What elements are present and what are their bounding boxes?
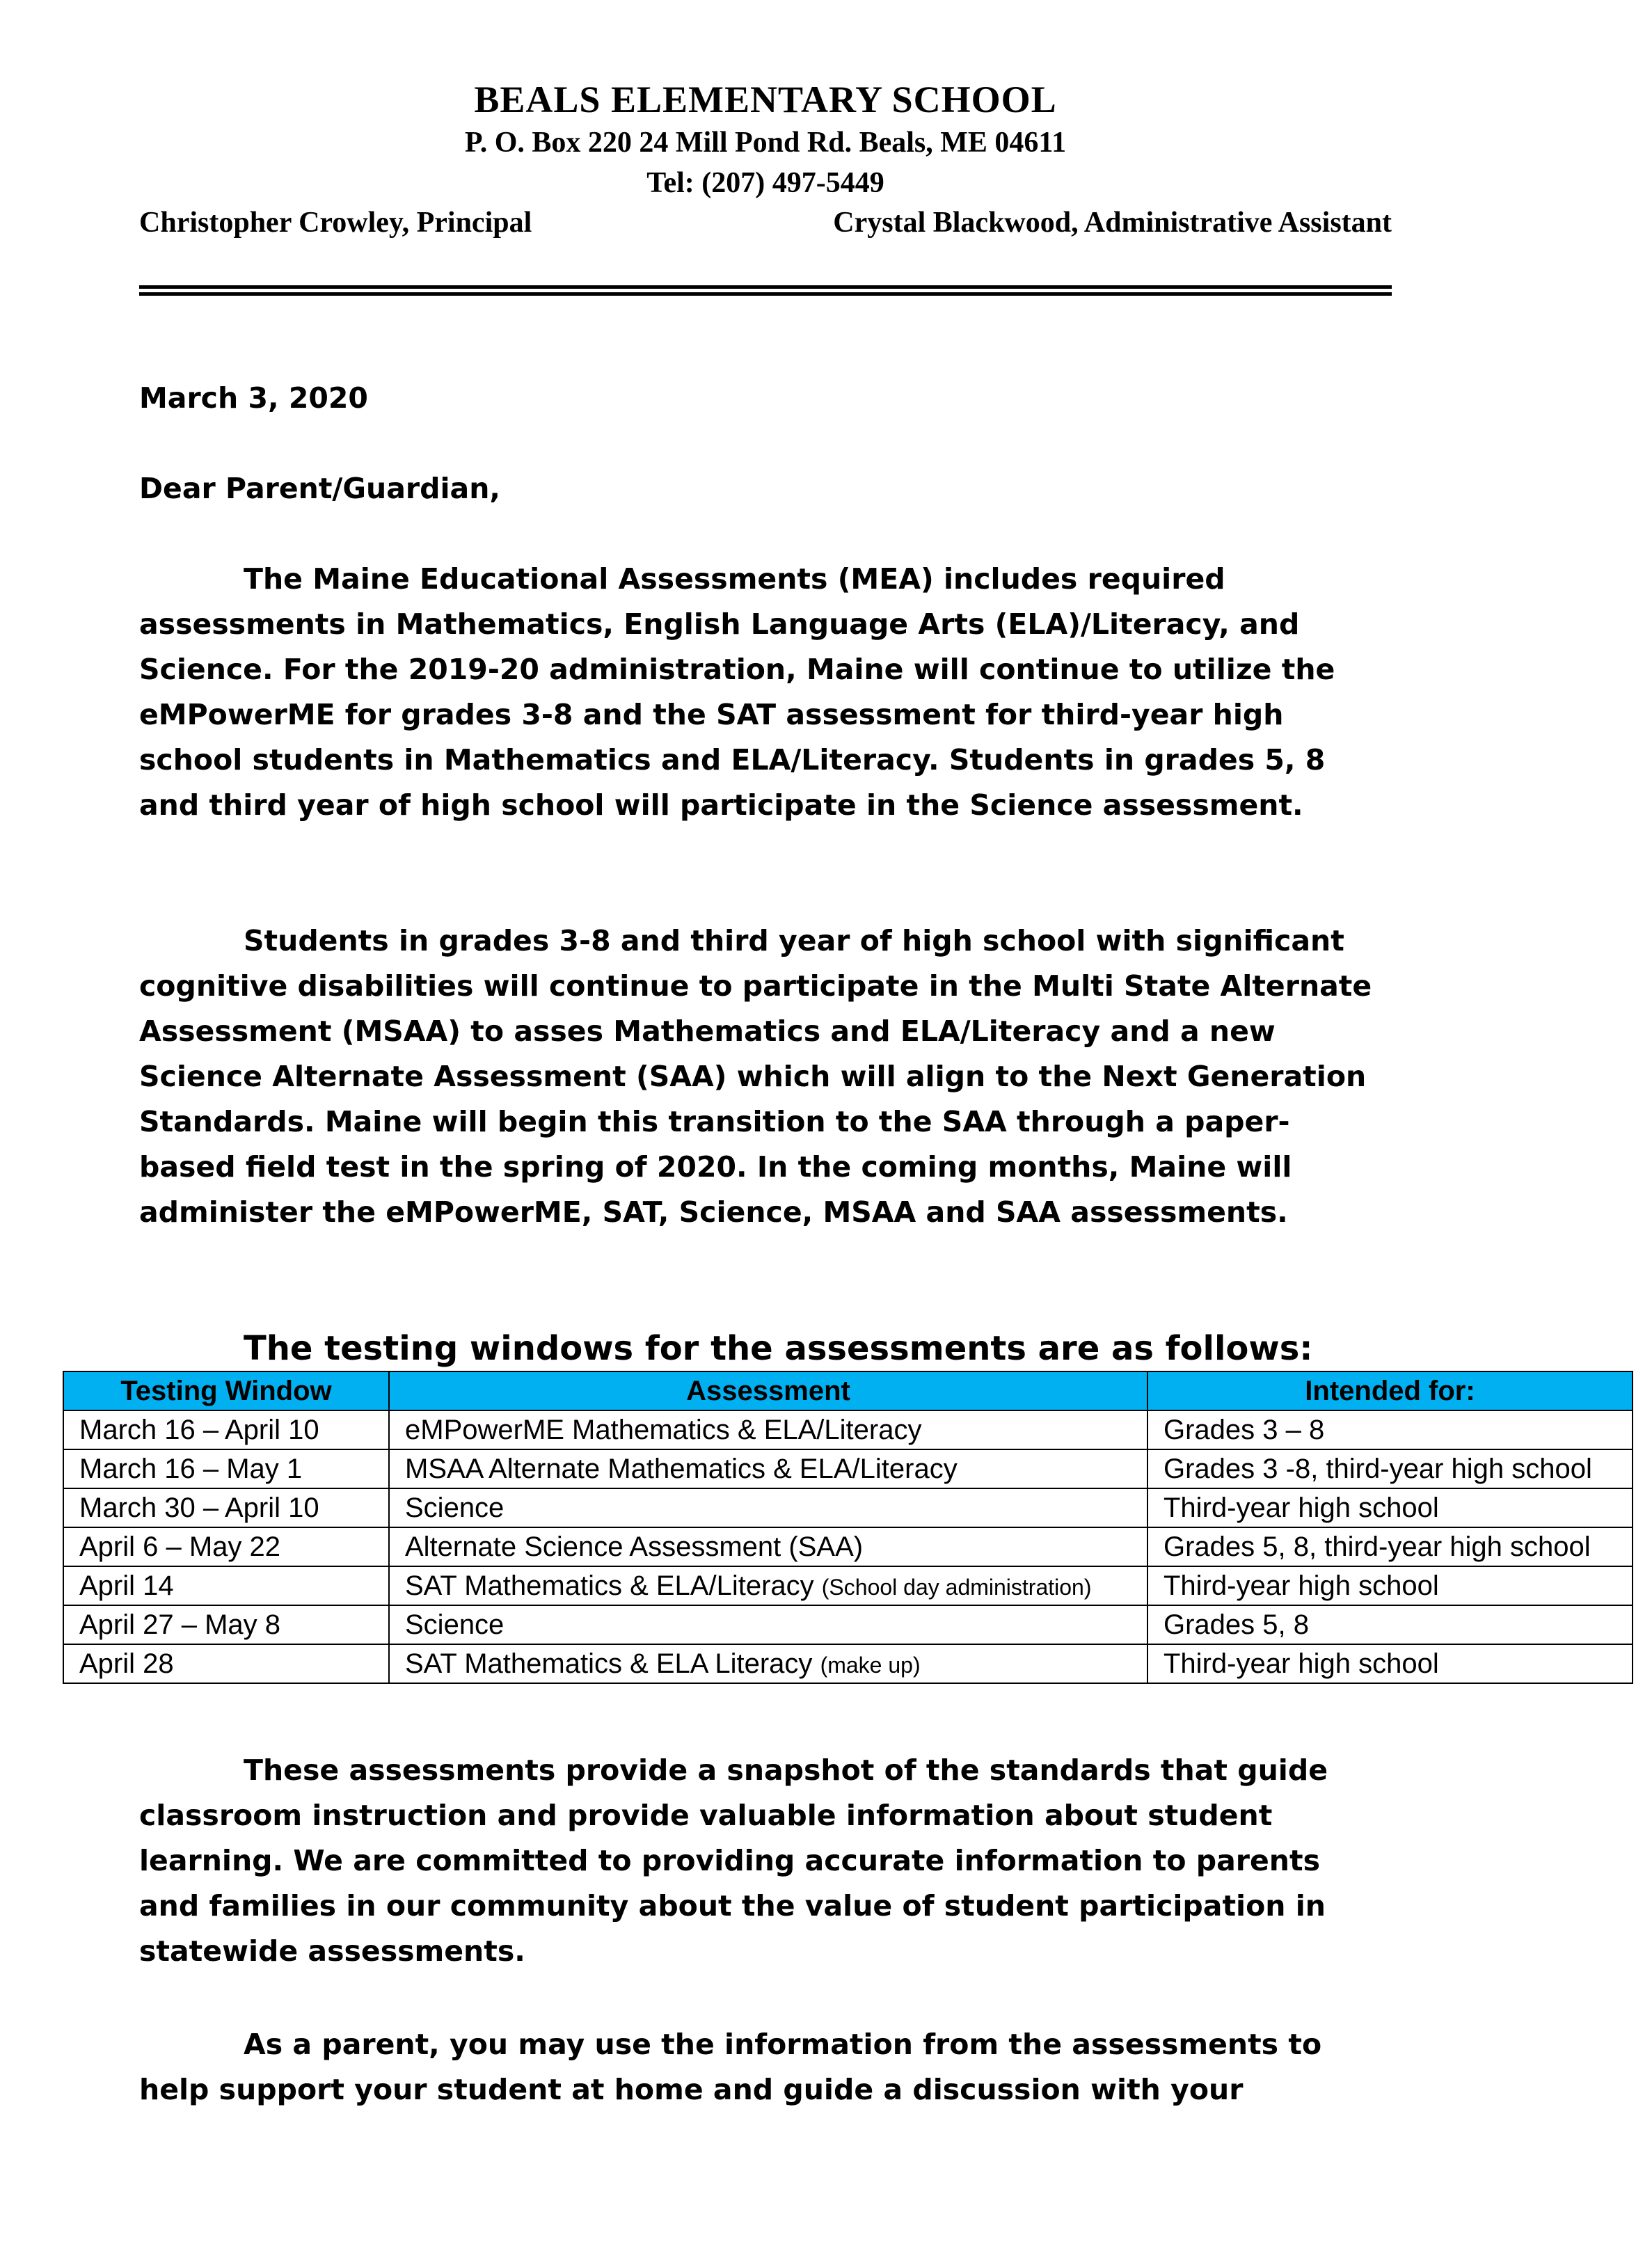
- table-heading: The testing windows for the assessments are as follows:: [244, 1329, 1313, 1368]
- cell-intended: Grades 5, 8: [1147, 1605, 1633, 1644]
- letterhead-divider-bottom: [139, 292, 1392, 296]
- table-row: [63, 1488, 1633, 1527]
- cell-window: March 16 – April 10: [63, 1410, 389, 1449]
- table-row: [63, 1605, 1633, 1644]
- cell-window: April 28: [63, 1644, 389, 1683]
- cell-intended: Grades 3 -8, third-year high school: [1147, 1449, 1633, 1488]
- table-row: [63, 1527, 1633, 1566]
- paragraph-mea-overview: [139, 557, 1385, 828]
- cell-window: March 16 – May 1: [63, 1449, 389, 1488]
- cell-assessment: [389, 1644, 1147, 1683]
- salutation: Dear Parent/Guardian,: [139, 472, 500, 505]
- assessment-name: Science: [405, 1492, 505, 1523]
- assistant-name: Crystal Blackwood, Administrative Assistant: [833, 207, 1392, 239]
- assessment-name: Alternate Science Assessment (SAA): [405, 1531, 864, 1562]
- table-row: [63, 1566, 1633, 1605]
- table-header-row: [63, 1371, 1633, 1410]
- paragraph-text: Students in grades 3-8 and third year of high school with significant cognitive disabilities will continue to participate in the Multi State Alternate Assessment (MSAA) to asses Mathematics and ELA/Literacy and a new Science Alternate Assessment (SAA) which will align to the Next Generation Standards. Maine will begin this transition to the SAA through a paper-based field test in the spring of 2020. In the coming months, Maine will administer the eMPowerME, SAT, Science, MSAA and SAA assessments.: [139, 924, 1372, 1229]
- cell-assessment: [389, 1410, 1147, 1449]
- table-row: [63, 1449, 1633, 1488]
- assessment-name: SAT Mathematics & ELA/Literacy: [405, 1570, 814, 1601]
- cell-intended: Grades 3 – 8: [1147, 1410, 1633, 1449]
- staff-row: [139, 203, 1392, 242]
- letter-date: March 3, 2020: [139, 381, 368, 415]
- paragraph-text: The Maine Educational Assessments (MEA) includes required assessments in Mathematics, English Language Arts (ELA)/Literacy, and Science. For the 2019-20 administration, Maine will continue to utilize the eMPowerME for grades 3-8 and the SAT assessment for third-year high school students in Mathematics and ELA/Literacy. Students in grades 5, 8 and third year of high school will participate in the Science assessment.: [139, 562, 1335, 822]
- paragraph-parent-use: [139, 2022, 1385, 2113]
- paragraph-text: These assessments provide a snapshot of the standards that guide classroom instruction and provide valuable information about student learning. We are committed to providing accurate information to parents and families in our community about the value of student participation in statewide assessments.: [139, 1753, 1328, 1968]
- cell-assessment: [389, 1566, 1147, 1605]
- assessment-note: (School day administration): [821, 1574, 1092, 1600]
- cell-window: April 27 – May 8: [63, 1605, 389, 1644]
- principal-name: Christopher Crowley, Principal: [139, 207, 532, 239]
- table-row: [63, 1410, 1633, 1449]
- cell-assessment: [389, 1488, 1147, 1527]
- paragraph-assessment-value: [139, 1748, 1385, 1974]
- header-assessment: Assessment: [389, 1371, 1147, 1410]
- paragraph-text: As a parent, you may use the information from the assessments to help support your student at home and guide a discussion with your: [139, 2028, 1322, 2106]
- cell-intended: Third-year high school: [1147, 1566, 1633, 1605]
- cell-assessment: [389, 1527, 1147, 1566]
- cell-intended: Third-year high school: [1147, 1488, 1633, 1527]
- cell-window: March 30 – April 10: [63, 1488, 389, 1527]
- cell-window: April 6 – May 22: [63, 1527, 389, 1566]
- assessment-name: Science: [405, 1609, 505, 1640]
- assessment-note: (make up): [820, 1652, 921, 1678]
- assessment-name: SAT Mathematics & ELA Literacy: [405, 1648, 813, 1679]
- cell-assessment: [389, 1605, 1147, 1644]
- school-name: BEALS ELEMENTARY SCHOOL: [474, 79, 1057, 120]
- testing-windows-table: [63, 1371, 1633, 1684]
- assessment-name: eMPowerME Mathematics & ELA/Literacy: [405, 1414, 922, 1445]
- table-row: [63, 1644, 1633, 1683]
- cell-intended: Grades 5, 8, third-year high school: [1147, 1527, 1633, 1566]
- header-intended-for: Intended for:: [1147, 1371, 1633, 1410]
- letterhead: [139, 77, 1392, 242]
- cell-assessment: [389, 1449, 1147, 1488]
- letterhead-divider-top: [139, 285, 1392, 289]
- paragraph-alternate-assessments: [139, 918, 1385, 1235]
- cell-window: April 14: [63, 1566, 389, 1605]
- assessment-name: MSAA Alternate Mathematics & ELA/Literacy: [405, 1453, 958, 1484]
- header-testing-window: Testing Window: [63, 1371, 389, 1410]
- school-phone: Tel: (207) 497-5449: [646, 167, 884, 199]
- cell-intended: Third-year high school: [1147, 1644, 1633, 1683]
- school-address: P. O. Box 220 24 Mill Pond Rd. Beals, ME 04611: [464, 127, 1067, 159]
